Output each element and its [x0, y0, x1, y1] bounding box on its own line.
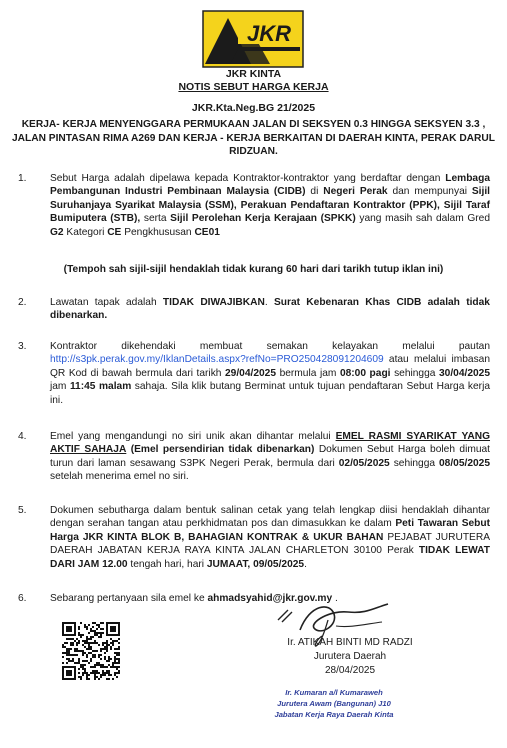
- reference-number: JKR.Kta.Neg.BG 21/2025: [191, 102, 316, 114]
- text-run: yang masih sah dalam Gred: [355, 213, 490, 225]
- item-text: [50, 504, 490, 571]
- text-run: 08:00 pagi: [339, 367, 391, 379]
- logo-text: JKR: [246, 21, 292, 46]
- text-run: CE01: [194, 226, 220, 238]
- text-run: Sijil Suruhanjaya Syarikat Malaysia (SSM), Perakuan Pendaftaran Kontraktor (PPK), Sijil Taraf Bumiputera (STB),: [50, 186, 490, 225]
- text-run: Sebut Harga adalah dipelawa kepada Kontraktor-kontraktor yang berdaftar dengan: [50, 173, 446, 184]
- text-run: atau melalui imbasan QR Kod di bawah bermula dari tarikh: [50, 354, 490, 379]
- text-run: ahmadsyahid@jkr.gov.my: [207, 593, 333, 604]
- text-run: di: [305, 186, 324, 198]
- item-number: 2.: [18, 297, 27, 308]
- item-text: [50, 172, 490, 239]
- text-run: dan mempunyai: [387, 186, 472, 198]
- validity-note: (Tempoh sah sijil-sijil hendaklah tidak kurang 60 hari dari tarikh tutup iklan ini): [63, 264, 444, 275]
- text-run: Kontraktor dikehendaki membuat semakan kelayakan melalui pautan: [50, 341, 490, 352]
- text-run: Kategori: [63, 226, 108, 238]
- item-text: [50, 296, 490, 323]
- text-run: Sebarang pertanyaan sila emel ke: [50, 593, 208, 604]
- stamp-line-2: Jurutera Awam (Bangunan) J10: [277, 699, 391, 708]
- text-run: serta: [140, 213, 171, 225]
- institution-name: JKR KINTA: [225, 68, 282, 80]
- text-run: 30/04/2025: [439, 367, 490, 379]
- text-run: Emel yang mengandungi no siri unik akan dihantar melalui: [50, 431, 336, 442]
- text-run: sahaja. Sila klik butang Berminat untuk tujuan pendaftaran Sebut Harga kerja ini.: [50, 381, 490, 406]
- qualification-link[interactable]: http://s3pk.perak.gov.my/IklanDetails.aspx?refNo=PRO250428091204609: [50, 354, 384, 366]
- text-run: Peti Tawaran Sebut Harga JKR KINTA BLOK B, BAHAGIAN KONTRAK & UKUR BAHAN: [50, 518, 491, 543]
- item-number: 6.: [18, 593, 27, 604]
- text-run: sehingga: [390, 367, 439, 379]
- text-run: Pengkhususan: [121, 226, 195, 238]
- text-run: TIDAK DIWAJIBKAN: [162, 297, 265, 308]
- item-text: [50, 340, 490, 407]
- item-number: 5.: [18, 505, 27, 516]
- text-run: tengah hari, hari: [127, 558, 207, 570]
- item-number: 3.: [18, 341, 27, 352]
- item-number: 4.: [18, 431, 27, 442]
- text-run: bermula jam: [276, 367, 340, 379]
- text-run: Dokumen sebutharga dalam bentuk salinan cetak yang telah lengkap diisi hendaklah dihantar dengan serahan tangan atau perkhidmatan pos dan dimasukkan ke dalam: [50, 505, 490, 530]
- text-run: jam: [50, 381, 70, 393]
- text-run: (Emel persendirian tidak dibenarkan): [130, 444, 315, 456]
- text-run: 02/05/2025: [338, 457, 390, 469]
- text-run: TIDAK LEWAT DARI JAM 12.00: [50, 545, 490, 570]
- text-run: JUMAAT, 09/05/2025: [206, 558, 305, 570]
- text-run: setelah menerima emel no siri.: [50, 471, 189, 483]
- text-run: Lawatan tapak adalah: [50, 297, 163, 308]
- item-text: [50, 430, 490, 484]
- text-run: .: [332, 593, 338, 604]
- text-run: Surat Kebenaran Khas CIDB adalah tidak dibenarkan.: [50, 297, 490, 322]
- signer-name: Ir. ATIKAH BINTI MD RADZI: [287, 637, 413, 648]
- text-run: PEJABAT JURUTERA DAERAH JABATAN KERJA RAYA KINTA JALAN CHARLETON 30100 Perak: [50, 531, 490, 557]
- signer-position: Jurutera Daerah: [313, 651, 387, 662]
- notice-heading: NOTIS SEBUT HARGA KERJA: [178, 81, 329, 93]
- text-run: .: [304, 558, 307, 570]
- jkr-logo: [202, 10, 304, 68]
- tender-title: KERJA- KERJA MENYENGGARA PERMUKAAN JALAN DI SEKSYEN 0.3 HINGGA SEKSYEN 3.3 , JALAN PINTASAN RIMA A269 DAN KERJA - KERJA BERKAITAN DI DAERAH KINTA, PERAK DARUL RIDZUAN.: [12, 119, 495, 158]
- text-run: Dokumen Sebut Harga boleh dimuat turun dari laman sesawang S3PK Negeri Perak, bermula dari: [50, 444, 490, 469]
- stamp-line-3: Jabatan Kerja Raya Daerah Kinta: [274, 710, 394, 719]
- text-run: 29/04/2025: [225, 367, 277, 379]
- text-run: sehingga: [389, 457, 439, 469]
- text-run: .: [264, 297, 274, 308]
- stamp-line-1: Ir. Kumaran a/l Kumaraweh: [285, 688, 383, 697]
- text-run: G2: [50, 226, 64, 238]
- text-run: EMEL RASMI SYARIKAT YANG AKTIF SAHAJA: [50, 431, 491, 456]
- signature-date: 28/04/2025: [324, 665, 376, 676]
- text-run: CE: [107, 226, 122, 238]
- text-run: 11:45 malam: [69, 381, 132, 393]
- text-run: 08/05/2025: [439, 457, 490, 469]
- text-run: Sijil Perolehan Kerja Kerajaan (SPKK): [170, 213, 356, 225]
- text-run: Negeri Perak: [323, 186, 388, 198]
- item-number: 1.: [18, 173, 27, 184]
- qr-code[interactable]: [62, 622, 120, 680]
- text-run: Lembaga Pembangunan Industri Pembinaan Malaysia (CIDB): [50, 173, 490, 198]
